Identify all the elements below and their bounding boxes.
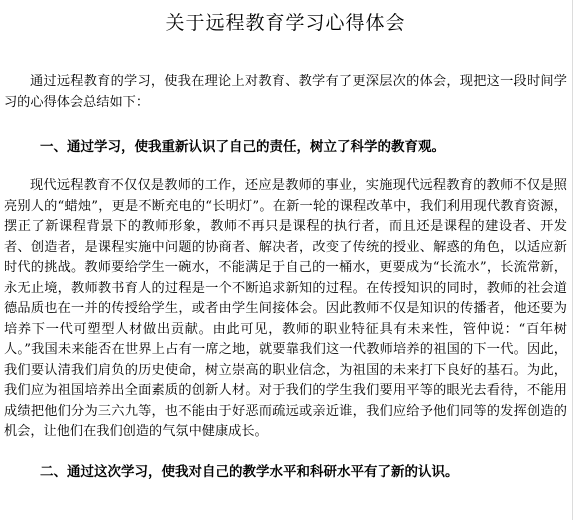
scrollbar[interactable] [572, 0, 583, 520]
intro-paragraph: 通过远程教育的学习，使我在理论上对教育、教学有了更深层次的体会，现把这一段时间学习的心得体会总结如下： [4, 74, 567, 110]
section-1-heading: 一、通过学习，使我重新认识了自己的责任，树立了科学的教育观。 [40, 139, 445, 155]
section-2-heading: 二、通过这次学习，使我对自己的教学水平和科研水平有了新的认识。 [40, 463, 459, 480]
section-1-body: 现代远程教育不仅仅是教师的工作，还应是教师的事业，实施现代远程教育的教师不仅是照亮别人的“蜡烛”，更是不断充电的“长明灯”。在新一轮的课程改革中，我们利用现代教育资源，摆正了新课程背景下的教师形象，教师不再只是课程的执行者，而且还是课程的建设者、开发者、创造者，是课程实施中问题的协商者、解决者，改变了传统的授业、解惑的角色，以适应新时代的挑战。教师要给学生一碗水，不能满足于自己的一桶水，更要成为“长流水”，长流常新，永无止境，教师教书育人的过程是一个不断追求新知的过程。在传授知识的同时，教师的社会道德品质也在一并的传授给学生，或者由学生间接体会。因此教师不仅是知识的传播者，他还要为培养下一代可塑型人材做出贡献。由此可见，教师的职业特征具有未来性，管仲说：“百年树人。”我国未来能否在世界上占有一席之地，就要靠我们这一代教师培养的祖国的下一代。因此，我们要认清我们肩负的历史使命，树立崇高的职业信念，为祖国的未来打下良好的基石。为此，我们应为祖国培养出全面素质的创新人材。对于我们的学生我们要用平等的眼光去看待，不能用成绩把他们分为三六九等，也不能由于好恶而疏远或亲近谁，我们应给予他们同等的发挥创造的机会，让他们在我们创造的气氛中健康成长。 [4, 178, 567, 439]
document-title: 关于远程教育学习心得体会 [165, 12, 406, 34]
